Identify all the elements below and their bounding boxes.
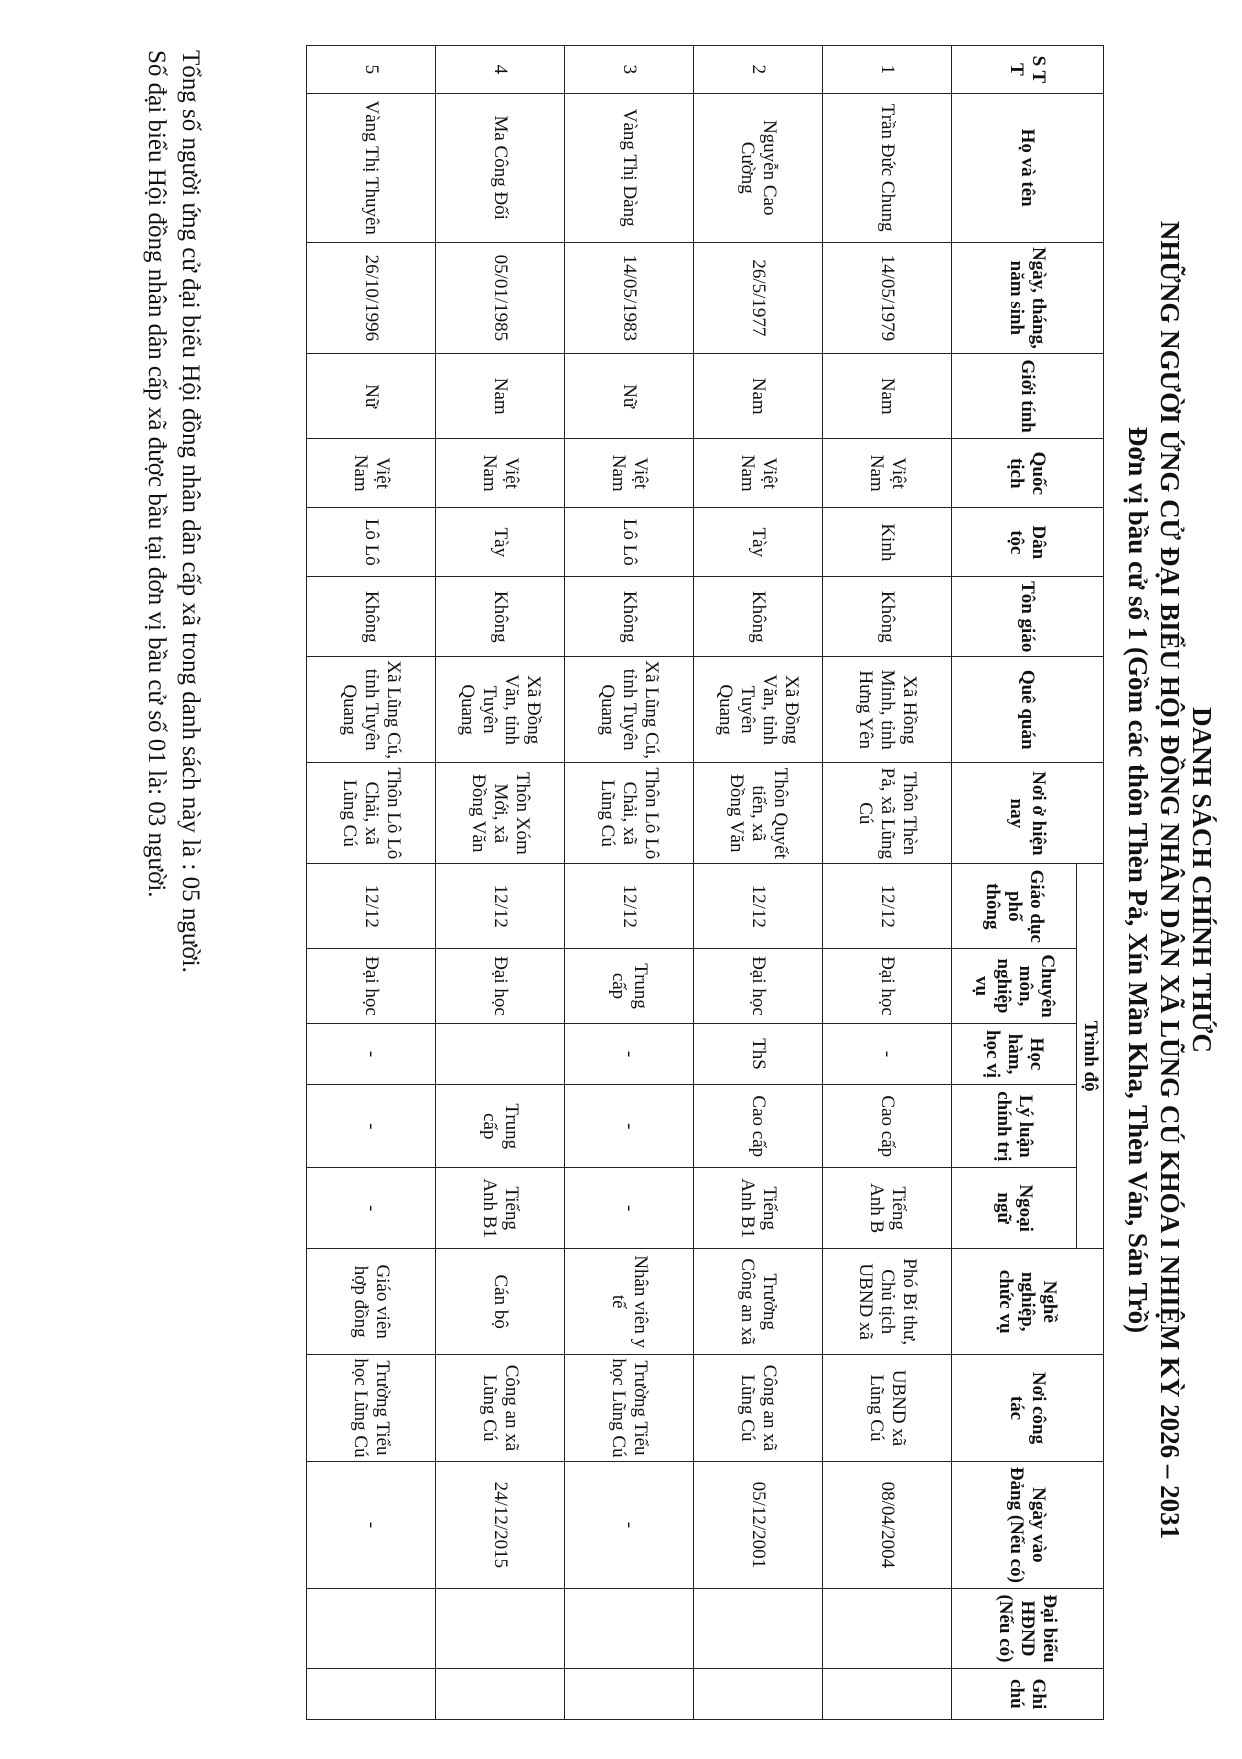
cell-stt: 1: [823, 46, 952, 94]
header-workplace: Nơi công tác: [952, 1355, 1104, 1461]
cell-nationality: Việt Nam: [823, 439, 952, 508]
cell-dob: 14/05/1983: [565, 242, 694, 354]
cell-occupation: Cán bộ: [436, 1249, 565, 1355]
cell-gender: Nam: [694, 354, 823, 439]
cell-residence: Thôn Quyết tiến, xã Đồng Văn: [694, 763, 823, 864]
cell-dob: 05/01/1985: [436, 242, 565, 354]
cell-workplace: Công an xã Lũng Cú: [694, 1355, 823, 1461]
document-footer: [139, 50, 207, 1730]
header-education-group: Trình độ: [1077, 864, 1104, 1249]
cell-note: [307, 1668, 436, 1719]
cell-council-member: [436, 1589, 565, 1669]
cell-occupation: Giáo viên hợp đồng: [307, 1249, 436, 1355]
electoral-unit-line: Đơn vị bầu cử số 1 (Gồm các thôn Thèn Pả, Xín Mần Kha, Thèn Ván, Sán Trồ): [1123, 426, 1153, 1334]
cell-council-member: [565, 1589, 694, 1669]
cell-nationality: Việt Nam: [307, 439, 436, 508]
cell-note: [823, 1668, 952, 1719]
total-candidates-line: Tổng số người ứng cử đại biểu Hội đồng nhân dân cấp xã trong danh sách này là : 05 người.: [177, 50, 204, 973]
header-nationality: Quốc tịch: [952, 439, 1104, 508]
cell-residence: Thôn Xóm Mới, xã Đồng Văn: [436, 763, 565, 864]
document-subtitle: NHỮNG NGƯỜI ỨNG CỬ ĐẠI BIỂU HỘI ĐỒNG NHÂN DÂN XÃ LŨNG CÚ KHÓA I NHIỆM KỲ 2026 – 2031: [1155, 220, 1185, 1540]
cell-gender: Nữ: [565, 354, 694, 439]
cell-edu-specialty: Trung cấp: [565, 949, 694, 1023]
cell-religion: Không: [694, 577, 823, 657]
header-edu-degree: Học hàm, học vị: [952, 1023, 1077, 1085]
cell-edu-specialty: Đại học: [436, 949, 565, 1023]
cell-edu-language: -: [565, 1168, 694, 1249]
header-residence: Nơi ở hiện nay: [952, 763, 1104, 864]
cell-occupation: Phó Bí thư, Chủ tịch UBND xã: [823, 1249, 952, 1355]
cell-gender: Nam: [436, 354, 565, 439]
cell-residence: Thôn Lô Lô Chải, xã Lũng Cú: [565, 763, 694, 864]
header-edu-politics: Lý luận chính trị: [952, 1085, 1077, 1168]
cell-occupation: Nhân viên y tế: [565, 1249, 694, 1355]
cell-edu-degree: -: [307, 1023, 436, 1085]
cell-religion: Không: [565, 577, 694, 657]
cell-edu-general: 12/12: [436, 864, 565, 949]
cell-party-date: -: [307, 1461, 436, 1589]
cell-nationality: Việt Nam: [565, 439, 694, 508]
cell-edu-degree: -: [565, 1023, 694, 1085]
cell-edu-general: 12/12: [823, 864, 952, 949]
cell-nationality: Việt Nam: [436, 439, 565, 508]
cell-stt: 5: [307, 46, 436, 94]
header-edu-language: Ngoại ngữ: [952, 1168, 1077, 1249]
cell-name: Ma Công Đối: [436, 93, 565, 242]
cell-gender: Nam: [823, 354, 952, 439]
cell-edu-politics: Cao cấp: [823, 1085, 952, 1168]
cell-religion: Không: [823, 577, 952, 657]
cell-edu-specialty: Đại học: [823, 949, 952, 1023]
cell-workplace: Trường Tiểu học Lũng Cú: [307, 1355, 436, 1461]
cell-edu-general: 12/12: [307, 864, 436, 949]
cell-council-member: [307, 1589, 436, 1669]
cell-council-member: [823, 1589, 952, 1669]
table-header-row: [1077, 46, 1104, 1720]
cell-workplace: UBND xã Lũng Cú: [823, 1355, 952, 1461]
cell-stt: 4: [436, 46, 565, 94]
cell-hometown: Xã Đồng Văn, tỉnh Tuyên Quang: [436, 657, 565, 763]
cell-note: [565, 1668, 694, 1719]
cell-ethnicity: Tày: [694, 508, 823, 577]
cell-stt: 3: [565, 46, 694, 94]
cell-hometown: Xã Hồng Minh, tỉnh Hưng Yên: [823, 657, 952, 763]
table-row: [565, 46, 694, 1720]
candidate-table: [306, 45, 1104, 1720]
cell-ethnicity: Tày: [436, 508, 565, 577]
cell-dob: 26/10/1996: [307, 242, 436, 354]
cell-hometown: Xã Lũng Cú, tỉnh Tuyên Quang: [307, 657, 436, 763]
cell-dob: 26/5/1977: [694, 242, 823, 354]
table-row: [436, 46, 565, 1720]
cell-edu-politics: Trung cấp: [436, 1085, 565, 1168]
cell-name: Trần Đức Chung: [823, 93, 952, 242]
header-stt: S T T: [952, 46, 1104, 94]
cell-gender: Nữ: [307, 354, 436, 439]
cell-edu-politics: -: [565, 1085, 694, 1168]
cell-stt: 2: [694, 46, 823, 94]
cell-edu-language: Tiếng Anh B1: [436, 1168, 565, 1249]
document-title: DANH SÁCH CHÍNH THỨC: [1187, 707, 1217, 1053]
header-dob: Ngày, tháng, năm sinh: [952, 242, 1104, 354]
cell-note: [694, 1668, 823, 1719]
cell-edu-politics: -: [307, 1085, 436, 1168]
cell-party-date: 24/12/2015: [436, 1461, 565, 1589]
cell-edu-degree: -: [823, 1023, 952, 1085]
cell-edu-specialty: Đại học: [694, 949, 823, 1023]
cell-party-date: 08/04/2004: [823, 1461, 952, 1589]
cell-ethnicity: Lô Lô: [307, 508, 436, 577]
cell-edu-general: 12/12: [694, 864, 823, 949]
header-name: Họ và tên: [952, 93, 1104, 242]
cell-hometown: Xã Đồng Văn, tỉnh Tuyên Quang: [694, 657, 823, 763]
cell-dob: 14/05/1979: [823, 242, 952, 354]
cell-residence: Thôn Lô Lô Chải, xã Lũng Cú: [307, 763, 436, 864]
cell-party-date: 05/12/2001: [694, 1461, 823, 1589]
cell-occupation: Trưởng Công an xã: [694, 1249, 823, 1355]
header-religion: Tôn giáo: [952, 577, 1104, 657]
cell-ethnicity: Lô Lô: [565, 508, 694, 577]
cell-name: Nguyễn Cao Cường: [694, 93, 823, 242]
header-note: Ghi chú: [952, 1668, 1104, 1719]
cell-residence: Thôn Thèn Pả, xã Lũng Cú: [823, 763, 952, 864]
cell-edu-degree: ThS: [694, 1023, 823, 1085]
header-ethnicity: Dân tộc: [952, 508, 1104, 577]
cell-workplace: Công an xã Lũng Cú: [436, 1355, 565, 1461]
header-occupation: Nghề nghiệp, chức vụ: [952, 1249, 1104, 1355]
table-row: [823, 46, 952, 1720]
header-hometown: Quê quán: [952, 657, 1104, 763]
cell-edu-language: -: [307, 1168, 436, 1249]
cell-workplace: Trường Tiểu học Lũng Cú: [565, 1355, 694, 1461]
cell-nationality: Việt Nam: [694, 439, 823, 508]
header-edu-general: Giáo dục phổ thông: [952, 864, 1077, 949]
cell-ethnicity: Kinh: [823, 508, 952, 577]
cell-edu-general: 12/12: [565, 864, 694, 949]
header-gender: Giới tính: [952, 354, 1104, 439]
cell-religion: Không: [436, 577, 565, 657]
header-edu-specialty: Chuyên môn, nghiệp vụ: [952, 949, 1077, 1023]
cell-edu-language: Tiếng Anh B: [823, 1168, 952, 1249]
cell-note: [436, 1668, 565, 1719]
cell-council-member: [694, 1589, 823, 1669]
elected-count-line: Số đại biểu Hội đồng nhân dân cấp xã được bầu tại đơn vị bầu cử số 01 là: 03 người.: [143, 50, 170, 898]
cell-name: Vàng Thị Dàng: [565, 93, 694, 242]
cell-edu-degree: [436, 1023, 565, 1085]
header-council-member: Đại biểu HĐND (Nếu có): [952, 1589, 1104, 1669]
cell-religion: Không: [307, 577, 436, 657]
cell-edu-language: Tiếng Anh B1: [694, 1168, 823, 1249]
rotated-sheet: [10, 10, 1232, 1750]
cell-party-date: -: [565, 1461, 694, 1589]
table-row: [694, 46, 823, 1720]
cell-hometown: Xã Lũng Cú, tỉnh Tuyên Quang: [565, 657, 694, 763]
table-row: [307, 46, 436, 1720]
cell-edu-politics: Cao cấp: [694, 1085, 823, 1168]
cell-edu-specialty: Đại học: [307, 949, 436, 1023]
document-header: [1122, 10, 1232, 1750]
cell-name: Vàng Thị Thuyên: [307, 93, 436, 242]
header-party-date: Ngày vào Đảng (Nếu có): [952, 1461, 1104, 1589]
